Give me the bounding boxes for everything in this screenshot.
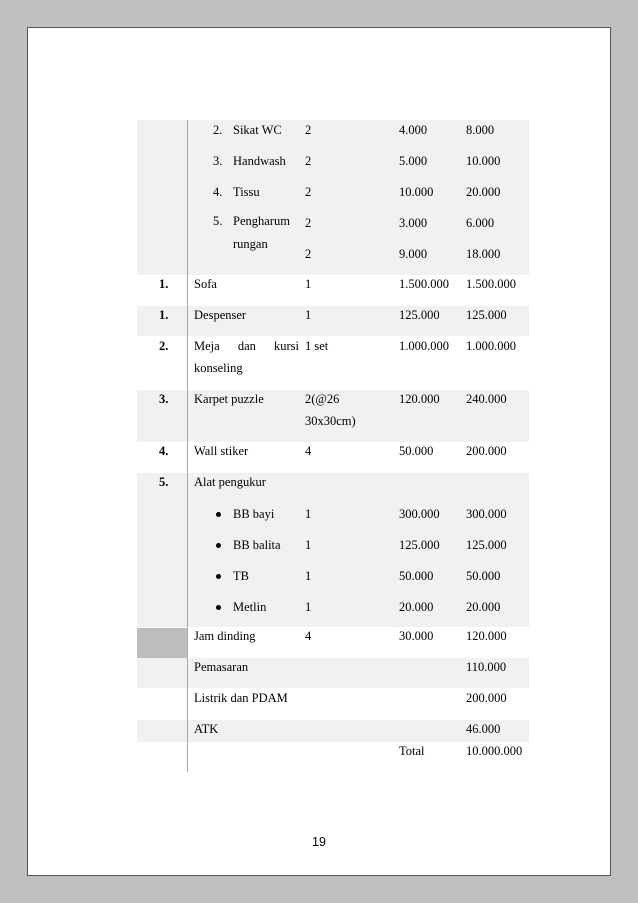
price: 1.000.000	[399, 339, 449, 353]
grand-total: 10.000.000	[466, 744, 523, 758]
total: 46.000	[466, 722, 501, 736]
item-name: BB balita	[233, 538, 281, 552]
item-name: Sikat WC	[233, 123, 282, 137]
qty: 2(@26	[305, 392, 340, 406]
price: 9.000	[399, 247, 428, 261]
page-number: 19	[312, 835, 326, 849]
row-number: 5.	[213, 214, 223, 228]
total: 200.000	[466, 444, 507, 458]
total: 18.000	[466, 247, 501, 261]
price: 120.000	[399, 392, 440, 406]
total: 125.000	[466, 538, 507, 552]
row-number: 3.	[159, 392, 169, 406]
item-name: ATK	[194, 722, 219, 736]
item-name	[194, 338, 299, 354]
item-name-cont: konseling	[194, 361, 243, 375]
item-name: Wall stiker	[194, 444, 249, 458]
row-number: 2.	[213, 123, 223, 137]
item-name-cont: rungan	[233, 237, 268, 251]
qty: 1	[305, 308, 312, 322]
bullet-icon	[216, 574, 221, 579]
row-number: 3.	[213, 154, 223, 168]
bullet-icon	[216, 543, 221, 548]
item-name: Pemasaran	[194, 660, 249, 674]
item-name: Metlin	[233, 600, 267, 614]
bullet-icon	[216, 605, 221, 610]
total: 1.000.000	[466, 339, 516, 353]
qty: 1	[305, 277, 312, 291]
total: 8.000	[466, 123, 495, 137]
price: 10.000	[399, 185, 434, 199]
row-number: 2.	[159, 339, 169, 353]
price: 20.000	[399, 600, 434, 614]
item-name: Jam dinding	[194, 629, 256, 643]
row-number: 5.	[159, 475, 169, 489]
item-name: BB bayi	[233, 507, 275, 521]
price: 1.500.000	[399, 277, 449, 291]
qty: 1 set	[305, 339, 329, 353]
qty-cont: 30x30cm)	[305, 414, 356, 428]
price: 125.000	[399, 308, 440, 322]
price: 50.000	[399, 569, 434, 583]
row-number: 1.	[159, 277, 169, 291]
total: 20.000	[466, 185, 501, 199]
item-name: Karpet puzzle	[194, 392, 264, 406]
item-name: Pengharum	[233, 214, 290, 228]
price: 3.000	[399, 216, 428, 230]
qty: 1	[305, 507, 312, 521]
qty: 4	[305, 629, 312, 643]
item-name: Listrik dan PDAM	[194, 691, 288, 705]
column-divider	[187, 120, 188, 772]
qty: 1	[305, 600, 312, 614]
item-word: kursi	[274, 339, 299, 353]
row-number: 4.	[159, 444, 169, 458]
total: 6.000	[466, 216, 495, 230]
item-word: dan	[237, 339, 256, 353]
item-name: Handwash	[233, 154, 286, 168]
row-number: 1.	[159, 308, 169, 322]
qty: 2	[305, 123, 312, 137]
price: 5.000	[399, 154, 428, 168]
qty: 2	[305, 185, 312, 199]
shade-band-5	[137, 628, 187, 658]
qty: 2	[305, 247, 312, 261]
total: 200.000	[466, 691, 507, 705]
qty: 2	[305, 216, 312, 230]
price: 50.000	[399, 444, 434, 458]
qty: 1	[305, 538, 312, 552]
item-word: Meja	[194, 339, 220, 353]
total: 110.000	[466, 660, 507, 674]
total: 20.000	[466, 600, 501, 614]
qty: 4	[305, 444, 312, 458]
price: 300.000	[399, 507, 440, 521]
price: 125.000	[399, 538, 440, 552]
price: 30.000	[399, 629, 434, 643]
total: 10.000	[466, 154, 501, 168]
total: 120.000	[466, 629, 507, 643]
total: 240.000	[466, 392, 507, 406]
item-name: TB	[233, 569, 249, 583]
total: 300.000	[466, 507, 507, 521]
bullet-icon	[216, 512, 221, 517]
item-name: Sofa	[194, 277, 217, 291]
item-name: Tissu	[233, 185, 260, 199]
qty: 2	[305, 154, 312, 168]
total: 1.500.000	[466, 277, 516, 291]
total: 125.000	[466, 308, 507, 322]
item-name: Despenser	[194, 308, 247, 322]
total: 50.000	[466, 569, 501, 583]
price: 4.000	[399, 123, 428, 137]
qty: 1	[305, 569, 312, 583]
row-number: 4.	[213, 185, 223, 199]
item-name: Alat pengukur	[194, 475, 266, 489]
total-label: Total	[399, 744, 425, 758]
